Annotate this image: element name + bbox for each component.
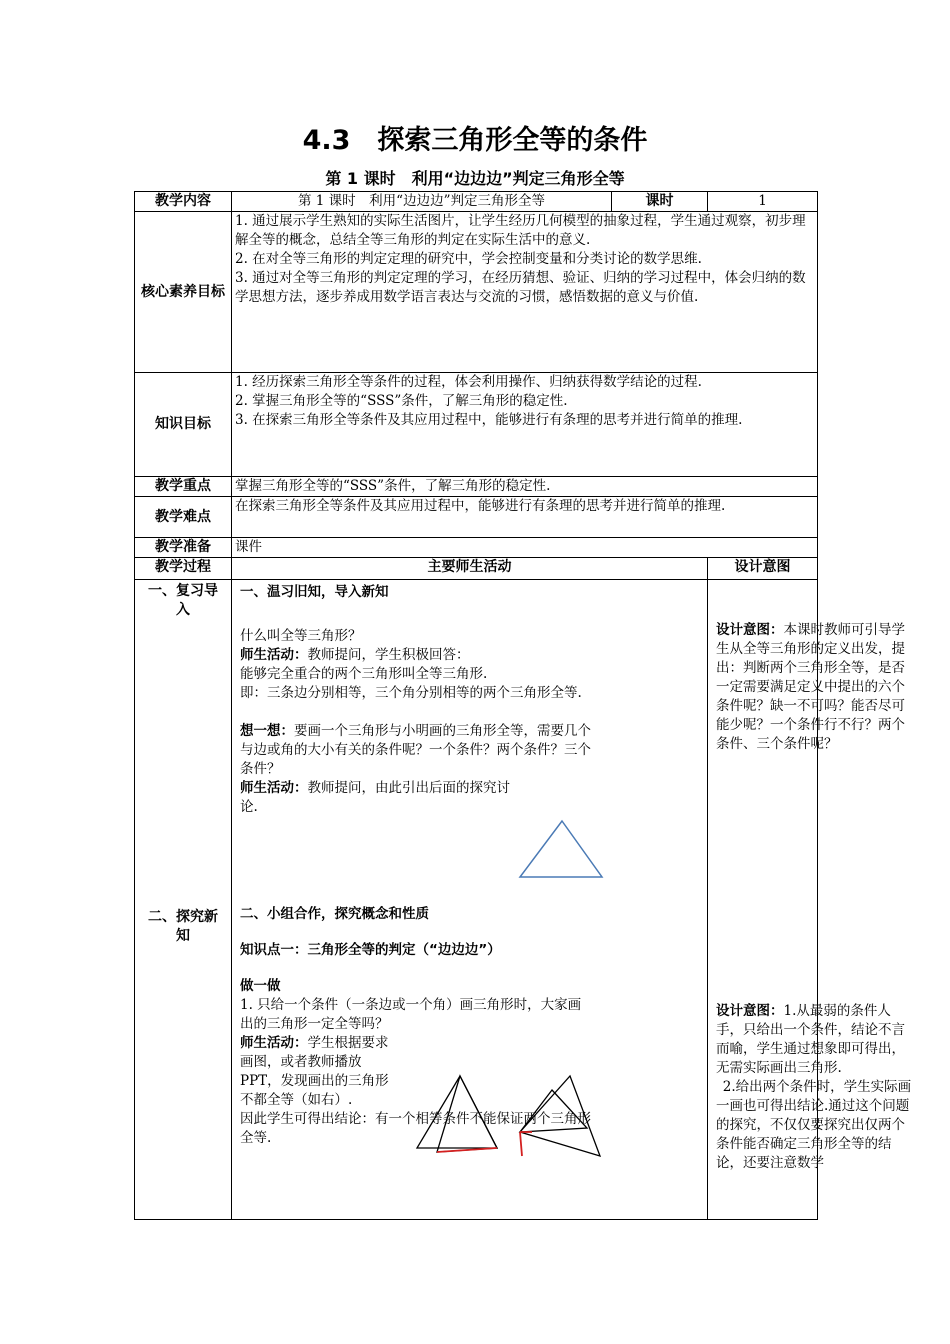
core-literacy-content <box>232 212 818 373</box>
preparation-label: 教学准备 <box>135 538 232 558</box>
period-label: 课时 <box>612 192 708 212</box>
teaching-content-label: 教学内容 <box>135 192 232 212</box>
stage1-label: 一、复习导入 <box>148 583 218 618</box>
header-row <box>135 192 818 212</box>
core-literacy-item: 3. 通过对全等三角形的判定定理的学习，在经历猜想、验证、归纳的学习过程中，体会归纳的数学思想方法，逐步养成用数学语言表达与交流的习惯，感悟数据的意义与价值. <box>235 270 806 305</box>
red-edge <box>520 1132 522 1156</box>
activity-label: 师生活动： <box>240 780 308 796</box>
core-literacy-item: 2. 在对全等三角形的判定定理的研究中，学会控制变量和分类讨论的数学思维. <box>235 251 702 267</box>
process-header-row <box>135 558 818 580</box>
knowledge-goal-item: 3. 在探索三角形全等条件及其应用过程中，能够进行有条理的思考并进行简单的推理. <box>235 412 743 428</box>
stage1-activity-line <box>240 646 602 665</box>
process-body-row <box>135 580 818 1220</box>
key-point-text: 掌握三角形全等的“SSS”条件，了解三角形的稳定性. <box>232 477 818 497</box>
knowledge-goals-row <box>135 373 818 477</box>
stage1-activity <box>240 583 602 817</box>
stage2-intent <box>716 1002 912 1173</box>
process-intent-header: 设计意图 <box>708 558 818 580</box>
difficulty-text: 在探索三角形全等条件及其应用过程中，能够进行有条理的思考并进行简单的推理. <box>232 497 818 538</box>
page-subtitle: 第 1 课时 利用“边边边”判定三角形全等 <box>325 169 625 188</box>
triangle-pair-right <box>520 1076 600 1156</box>
stage1-heading: 一、温习旧知，导入新知 <box>240 584 389 600</box>
teaching-content-value: 第 1 课时 利用“边边边”判定三角形全等 <box>232 192 612 212</box>
stage2-heading: 二、小组合作，探究概念和性质 <box>240 906 429 922</box>
activity-text: 教师提问，由此引出后面的探究讨论. <box>240 780 510 815</box>
triangle-outline <box>437 1076 497 1152</box>
think-text: 要画一个三角形与小明画的三角形全等，需要几个与边或角的大小有关的条件呢？一个条件？两个条件？三个条件？ <box>240 723 591 777</box>
activity-label: 师生活动： <box>240 647 308 663</box>
stage1-question: 什么叫全等三角形？ <box>240 628 362 644</box>
stage1-answer2: 即：三条边分别相等，三个角分别相等的两个三角形全等. <box>240 685 582 701</box>
stage1-intent <box>716 621 912 754</box>
core-literacy-row <box>135 212 818 373</box>
stage2-intent-para2: 2.给出两个条件时，学生实际画一画也可得出结论.通过这个问题的探究，不仅仅要探究出仅两个条件能否确定三角形全等的结论，还要注意数学 <box>716 1079 912 1171</box>
period-value: 1 <box>708 192 818 212</box>
key-point-row <box>135 477 818 497</box>
activity-label: 师生活动： <box>240 1035 308 1051</box>
think-line <box>240 722 602 779</box>
stage1-activity2-line <box>240 779 510 817</box>
knowledge-goal-item: 1. 经历探索三角形全等条件的过程，体会利用操作、归纳获得数学结论的过程. <box>235 374 702 390</box>
core-literacy-item: 1. 通过展示学生熟知的实际生活图片，让学生经历几何模型的抽象过程，学生通过观察，初步理解全等的概念，总结全等三角形的判定在实际生活中的意义. <box>235 213 806 248</box>
stage2-intent-para1 <box>716 1002 912 1078</box>
stage2-label: 二、探究新知 <box>148 909 218 944</box>
process-intent-column <box>708 580 912 1220</box>
intent-text: 1.从最弱的条件人手，只给出一个条件，结论不言而喻，学生通过想象即可得出，无需实际画出三角形. <box>716 1003 905 1076</box>
stage1-answer1: 能够完全重合的两个三角形叫全等三角形. <box>240 666 488 682</box>
question-1: 1. 只给一个条件（一条边或一个角）画三角形时，大家画出的三角形一定全等吗？ <box>240 997 582 1032</box>
page-title: 4.3 探索三角形全等的条件 <box>302 125 648 156</box>
non-congruent-triangles-figure <box>412 1070 607 1166</box>
core-literacy-label: 核心素养目标 <box>135 212 232 373</box>
lesson-plan-table <box>134 191 912 1220</box>
preparation-row <box>135 538 818 558</box>
activity-text: 教师提问，学生积极回答： <box>307 647 470 663</box>
intent-text: 本课时教师可引导学生从全等三角形的定义出发，提出：判断两个三角形全等，是否一定需要满足定义中提出的六个条件呢？缺一不可吗？能否尽可能少呢？一个条件行不行？两个条件、三个条件呢？ <box>716 622 905 752</box>
intent-label: 设计意图： <box>716 1003 784 1019</box>
key-point-label: 教学重点 <box>135 477 232 497</box>
knowledge-goals-content <box>232 373 818 477</box>
process-stage-column <box>135 580 232 1220</box>
try-label: 做一做 <box>240 978 281 994</box>
triangle-pair-left <box>417 1076 497 1152</box>
knowledge-goal-item: 2. 掌握三角形全等的“SSS”条件，了解三角形的稳定性. <box>235 393 568 409</box>
difficulty-label: 教学难点 <box>135 497 232 538</box>
knowledge-point1: 知识点一：三角形全等的判定（“边边边”） <box>240 942 501 958</box>
knowledge-goals-label: 知识目标 <box>135 373 232 477</box>
intent-label: 设计意图： <box>716 622 784 638</box>
process-activity-header: 主要师生活动 <box>232 558 708 580</box>
reference-triangle-figure <box>515 817 605 883</box>
blue-triangle <box>520 821 602 877</box>
preparation-text: 课件 <box>232 538 818 558</box>
process-stage-header: 教学过程 <box>135 558 232 580</box>
difficulty-row <box>135 497 818 538</box>
think-label: 想一想： <box>240 723 294 739</box>
process-activity-column <box>232 580 708 1220</box>
stage2-conclusion: 因此学生可得出结论：有一个相等条件不能保证两个三角形全等. <box>240 1111 591 1146</box>
stage2-activity-line <box>240 1034 390 1110</box>
activity-text: 学生根据要求画图，或者教师播放 PPT，发现画出的三角形不都全等（如右）. <box>240 1035 389 1108</box>
